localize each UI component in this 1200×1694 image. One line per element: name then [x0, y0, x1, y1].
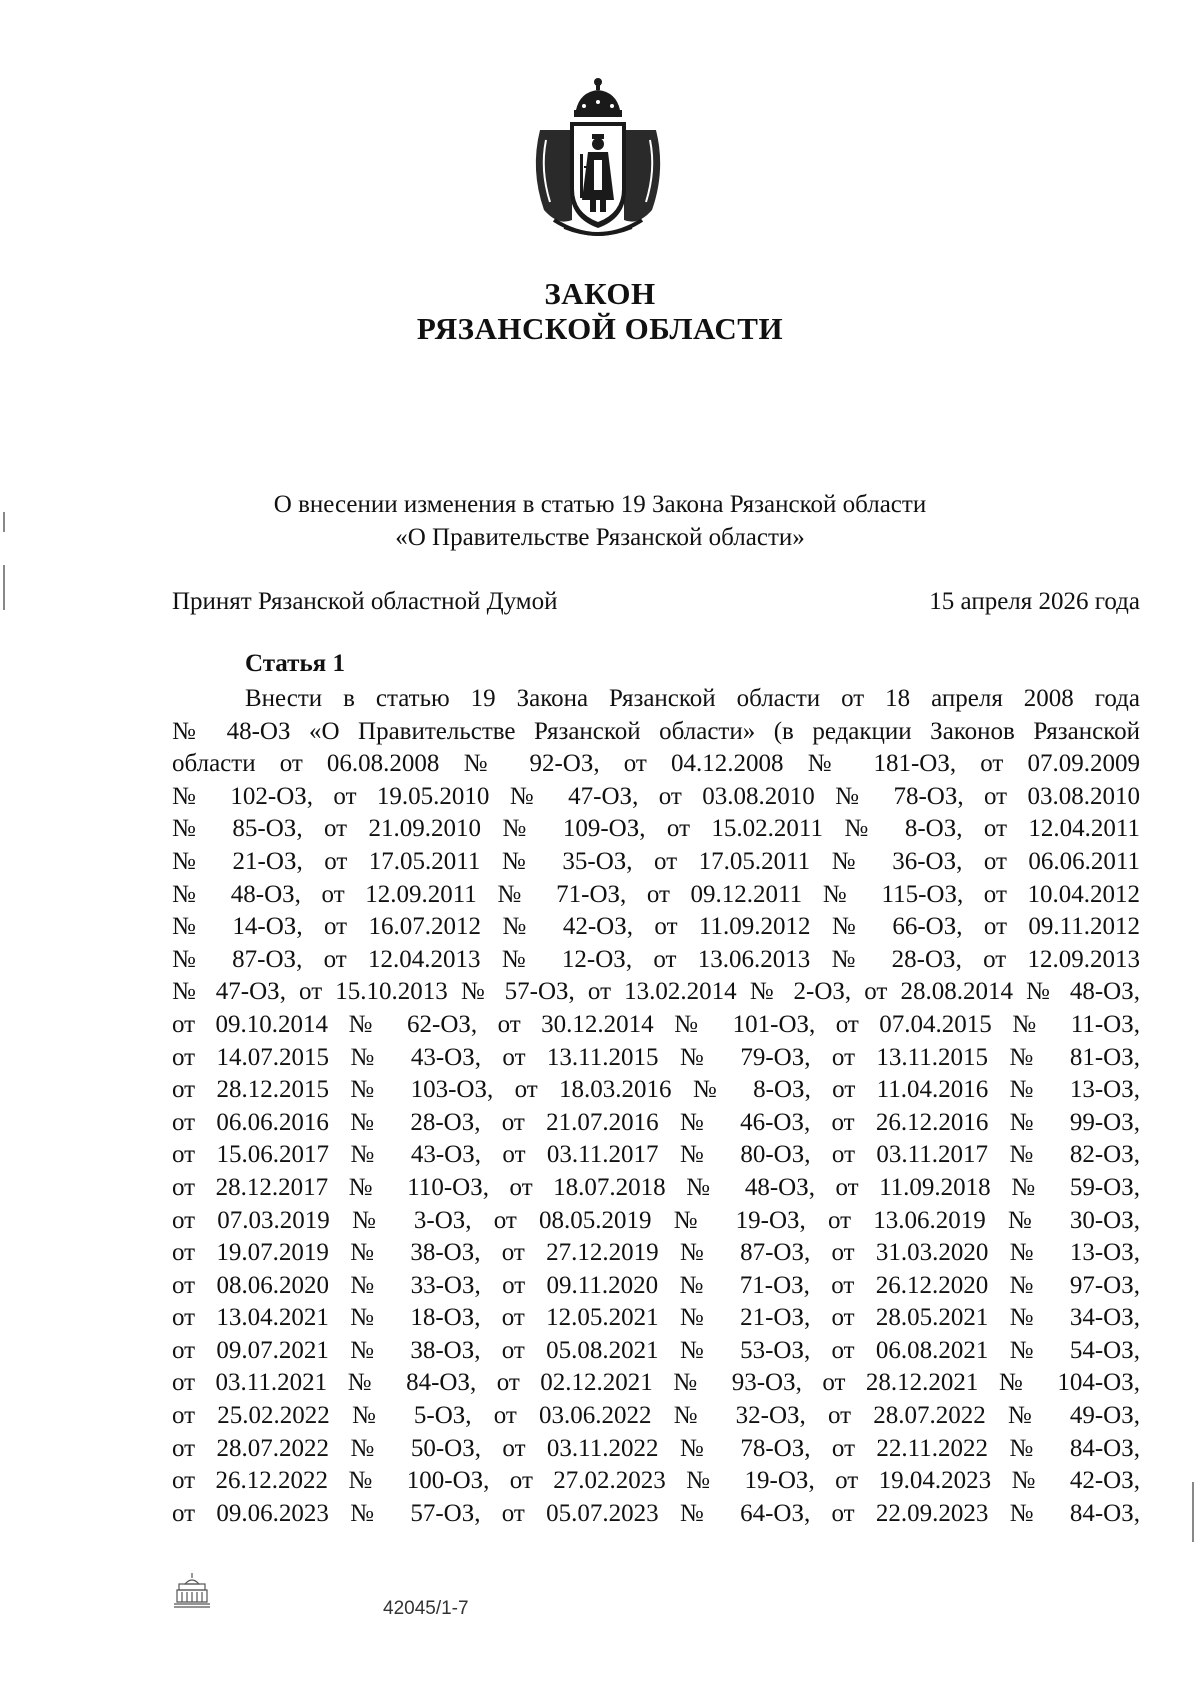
article-text-line: от 03.11.2021 № 84-ОЗ, от 02.12.2021 № 93-ОЗ, от 28.12.2021 № 104-ОЗ,	[172, 1369, 1140, 1397]
article-heading: Статья 1	[245, 650, 345, 677]
article-text-line: от 15.06.2017 № 43-ОЗ, от 03.11.2017 № 80-ОЗ, от 03.11.2017 № 82-ОЗ,	[172, 1141, 1140, 1169]
scan-mark	[3, 512, 5, 532]
article-text-line: № 14-ОЗ, от 16.07.2012 № 42-ОЗ, от 11.09.2012 № 66-ОЗ, от 09.11.2012	[172, 913, 1140, 941]
adopted-by: Принят Рязанской областной Думой	[172, 588, 558, 615]
article-text-line: № 48-ОЗ, от 12.09.2011 № 71-ОЗ, от 09.12.2011 № 115-ОЗ, от 10.04.2012	[172, 880, 1140, 908]
adoption-line	[172, 586, 1140, 618]
law-subject	[0, 488, 1200, 554]
law-subject-line-1: О внесении изменения в статью 19 Закона Рязанской области	[273, 491, 927, 518]
article-text-line: от 08.06.2020 № 33-ОЗ, от 09.11.2020 № 71-ОЗ, от 26.12.2020 № 97-ОЗ,	[172, 1271, 1140, 1299]
article-text-line: № 87-ОЗ, от 12.04.2013 № 12-ОЗ, от 13.06.2013 № 28-ОЗ, от 12.09.2013	[172, 945, 1140, 973]
article-text-line: № 21-ОЗ, от 17.05.2011 № 35-ОЗ, от 17.05.2011 № 36-ОЗ, от 06.06.2011	[172, 847, 1140, 875]
article-text-line: от 28.12.2015 № 103-ОЗ, от 18.03.2016 № 8-ОЗ, от 11.04.2016 № 13-ОЗ,	[172, 1076, 1140, 1104]
article-text-line: от 13.04.2021 № 18-ОЗ, от 12.05.2021 № 21-ОЗ, от 28.05.2021 № 34-ОЗ,	[172, 1304, 1140, 1332]
article-text-line: от 07.03.2019 № 3-ОЗ, от 08.05.2019 № 19-ОЗ, от 13.06.2019 № 30-ОЗ,	[172, 1206, 1140, 1234]
article-text-line: от 09.06.2023 № 57-ОЗ, от 05.07.2023 № 64-ОЗ, от 22.09.2023 № 84-ОЗ,	[172, 1499, 1140, 1527]
article-text-line: от 25.02.2022 № 5-ОЗ, от 03.06.2022 № 32-ОЗ, от 28.07.2022 № 49-ОЗ,	[172, 1402, 1140, 1430]
article-text-line: от 26.12.2022 № 100-ОЗ, от 27.02.2023 № 19-ОЗ, от 19.04.2023 № 42-ОЗ,	[172, 1467, 1140, 1495]
coat-of-arms-icon	[510, 70, 686, 246]
article-text-line: № 48-ОЗ «О Правительстве Рязанской области» (в редакции Законов Рязанской	[172, 717, 1140, 745]
scan-mark	[3, 565, 5, 610]
scan-mark	[1192, 1482, 1194, 1542]
document-number: 42045/1-7	[383, 1598, 469, 1619]
article-text-line: Внести в статью 19 Закона Рязанской области от 18 апреля 2008 года	[245, 685, 1140, 712]
article-text-line: от 19.07.2019 № 38-ОЗ, от 27.12.2019 № 87-ОЗ, от 31.03.2020 № 13-ОЗ,	[172, 1239, 1140, 1267]
law-title-line-1: ЗАКОН	[544, 276, 656, 311]
duma-building-icon	[172, 1570, 212, 1610]
article-text-line: от 28.07.2022 № 50-ОЗ, от 03.11.2022 № 78-ОЗ, от 22.11.2022 № 84-ОЗ,	[172, 1434, 1140, 1462]
article-text-line: № 102-ОЗ, от 19.05.2010 № 47-ОЗ, от 03.08.2010 № 78-ОЗ, от 03.08.2010	[172, 782, 1140, 810]
adoption-date: 15 апреля 2026 года	[929, 588, 1140, 615]
article-text-line: от 09.10.2014 № 62-ОЗ, от 30.12.2014 № 101-ОЗ, от 07.04.2015 № 11-ОЗ,	[172, 1010, 1140, 1038]
law-subject-line-2: «О Правительстве Рязанской области»	[395, 524, 805, 551]
law-title-line-2: РЯЗАНСКОЙ ОБЛАСТИ	[416, 311, 784, 346]
article-text-line: от 09.07.2021 № 38-ОЗ, от 05.08.2021 № 53-ОЗ, от 06.08.2021 № 54-ОЗ,	[172, 1336, 1140, 1364]
article-body	[172, 683, 1140, 1530]
article-text-line: области от 06.08.2008 № 92-ОЗ, от 04.12.2008 № 181-ОЗ, от 07.09.2009	[172, 750, 1140, 778]
article-text-line: от 28.12.2017 № 110-ОЗ, от 18.07.2018 № 48-ОЗ, от 11.09.2018 № 59-ОЗ,	[172, 1173, 1140, 1201]
article-text-line: от 14.07.2015 № 43-ОЗ, от 13.11.2015 № 79-ОЗ, от 13.11.2015 № 81-ОЗ,	[172, 1043, 1140, 1071]
article-text-line: от 06.06.2016 № 28-ОЗ, от 21.07.2016 № 46-ОЗ, от 26.12.2016 № 99-ОЗ,	[172, 1108, 1140, 1136]
law-title	[0, 276, 1200, 346]
article-text-line: № 85-ОЗ, от 21.09.2010 № 109-ОЗ, от 15.02.2011 № 8-ОЗ, от 12.04.2011	[172, 815, 1140, 843]
article-text-line: № 47-ОЗ, от 15.10.2013 № 57-ОЗ, от 13.02.2014 № 2-ОЗ, от 28.08.2014 № 48-ОЗ,	[172, 978, 1140, 1006]
